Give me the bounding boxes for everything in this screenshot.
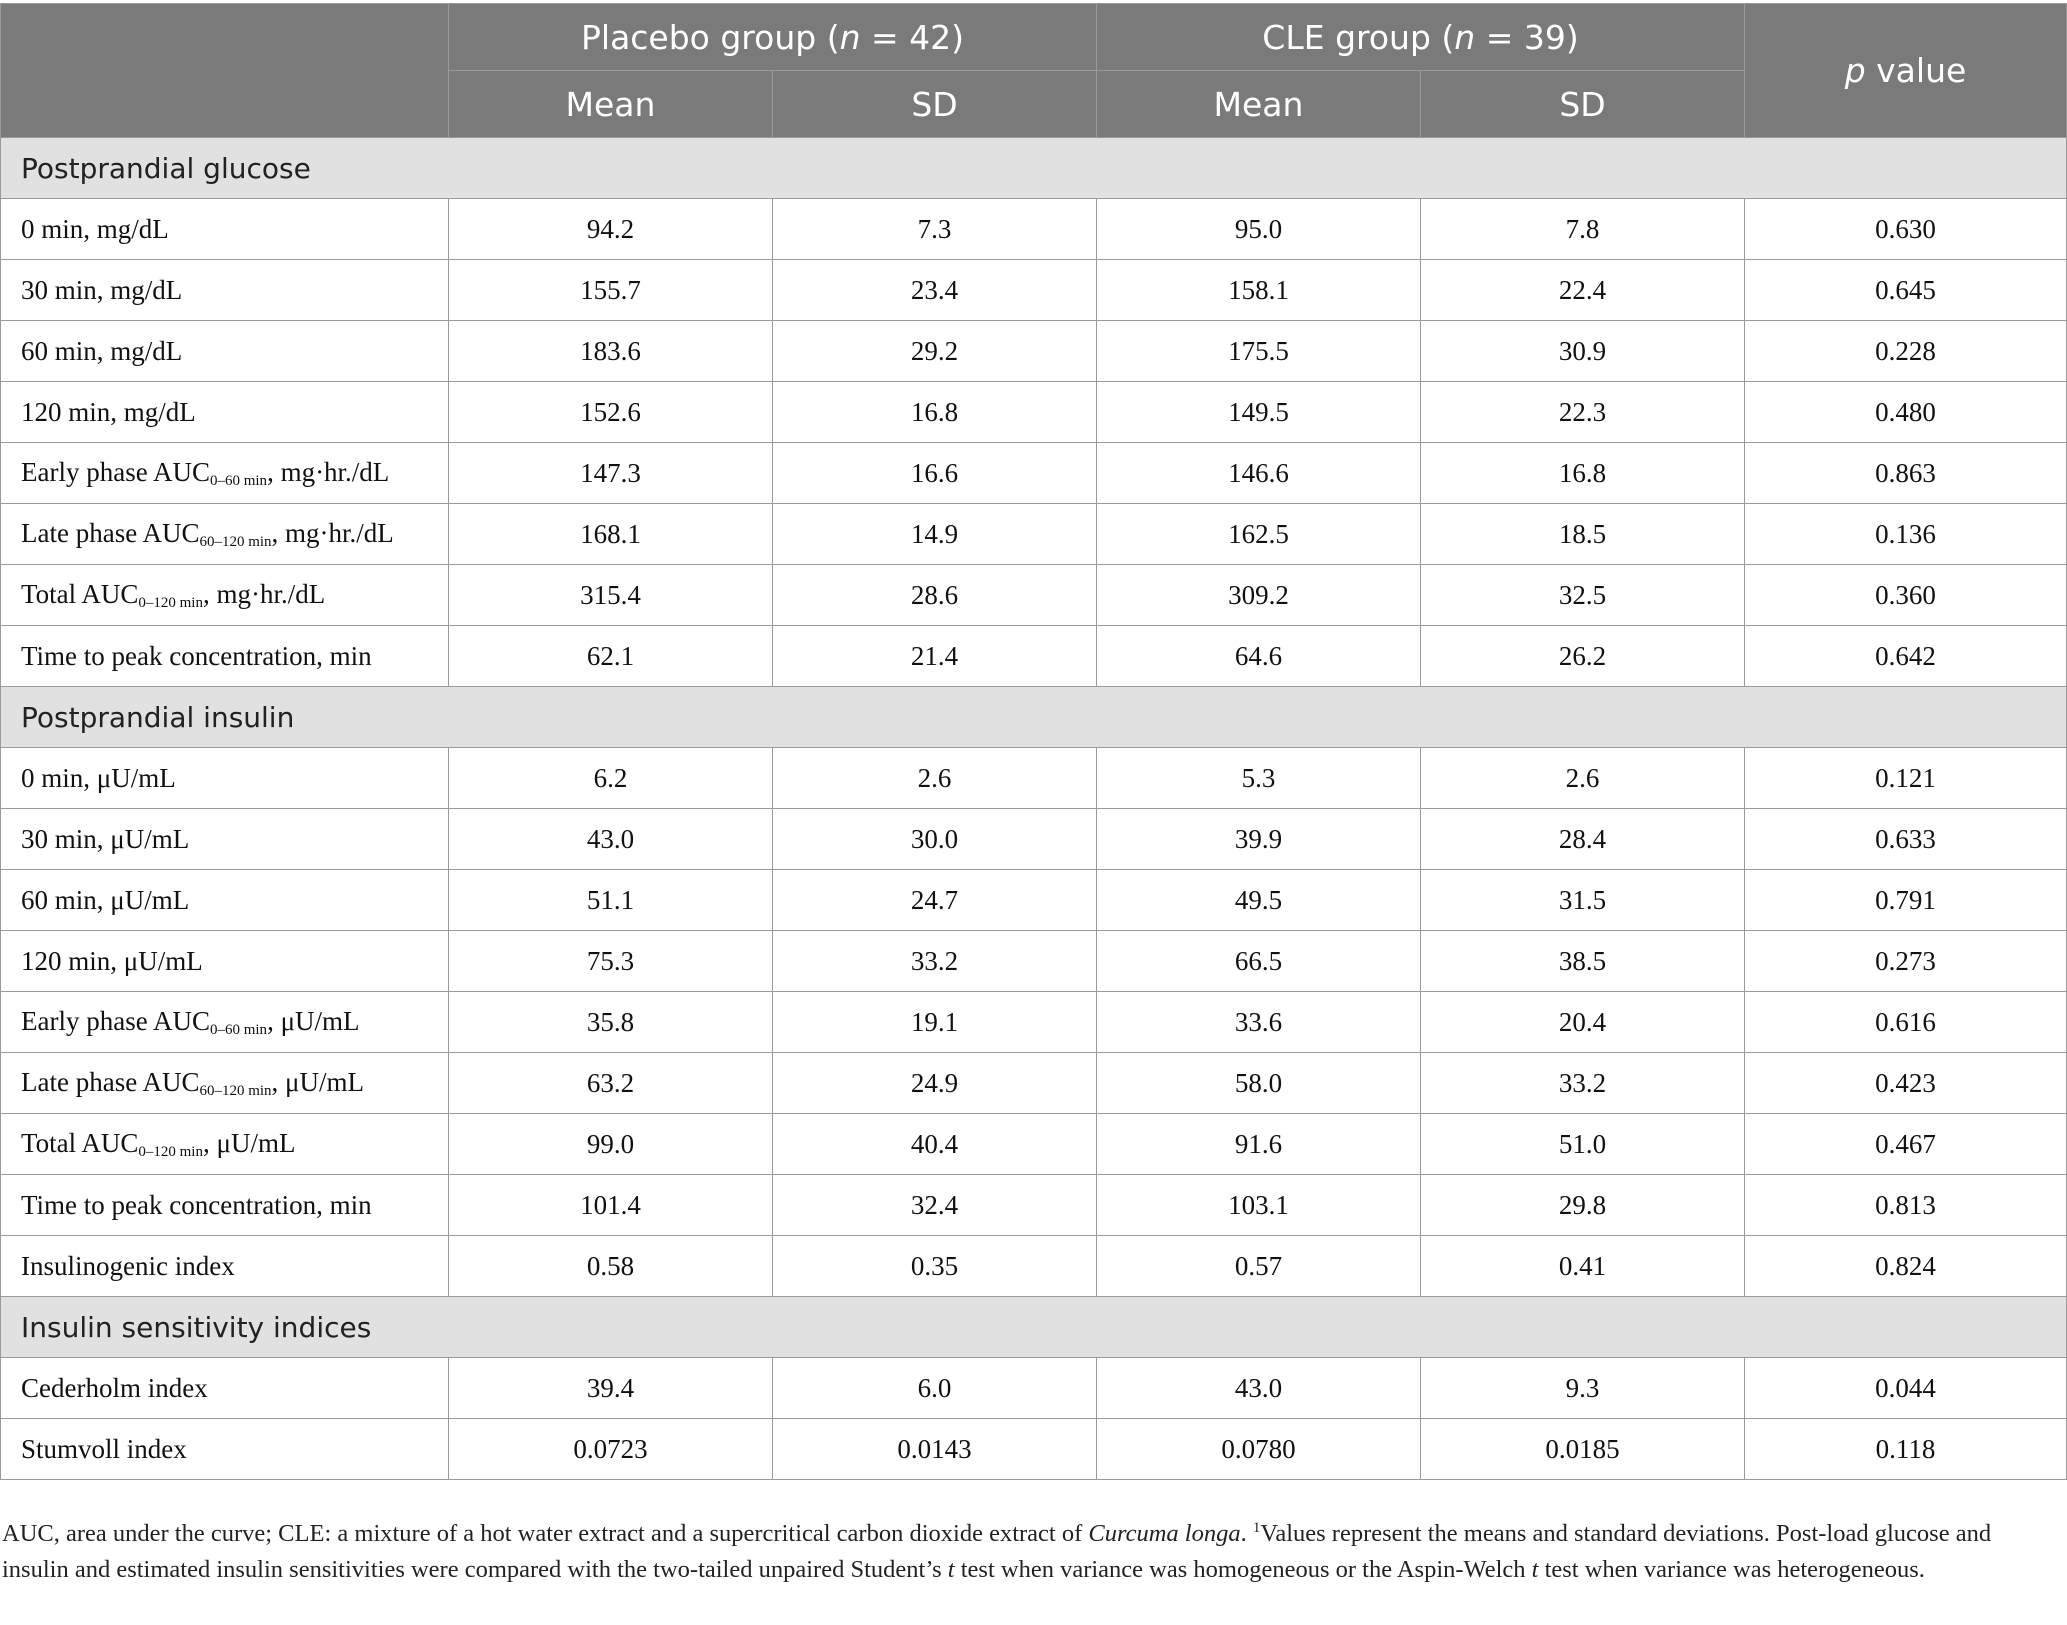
- header-p-value: p value: [1745, 4, 2067, 138]
- cell-p-value: 0.642: [1745, 626, 2067, 687]
- table-row: [1, 199, 2067, 260]
- results-table: [0, 3, 2067, 1480]
- table-row: [1, 1175, 2067, 1236]
- header-cle-sd: SD: [1421, 71, 1745, 138]
- cell-cle-sd: 9.3: [1421, 1358, 1745, 1419]
- table-row: [1, 748, 2067, 809]
- cell-placebo-sd: 24.7: [773, 870, 1097, 931]
- header-placebo-mean: Mean: [449, 71, 773, 138]
- cell-cle-mean: 33.6: [1097, 992, 1421, 1053]
- cell-placebo-sd: 0.0143: [773, 1419, 1097, 1480]
- cell-cle-mean: 149.5: [1097, 382, 1421, 443]
- cell-p-value: 0.645: [1745, 260, 2067, 321]
- cell-placebo-mean: 62.1: [449, 626, 773, 687]
- cell-cle-mean: 95.0: [1097, 199, 1421, 260]
- cell-placebo-sd: 14.9: [773, 504, 1097, 565]
- cell-cle-mean: 39.9: [1097, 809, 1421, 870]
- cell-placebo-sd: 2.6: [773, 748, 1097, 809]
- cell-placebo-sd: 21.4: [773, 626, 1097, 687]
- cell-placebo-mean: 183.6: [449, 321, 773, 382]
- cell-placebo-mean: 99.0: [449, 1114, 773, 1175]
- header-cle-group: CLE group (n = 39): [1097, 4, 1745, 71]
- row-label: Total $AUC_{0-120 min}$, μU/mL: [1, 1114, 449, 1175]
- cell-p-value: 0.824: [1745, 1236, 2067, 1297]
- cell-cle-sd: 0.41: [1421, 1236, 1745, 1297]
- row-label: Cederholm index: [1, 1358, 449, 1419]
- cell-placebo-sd: 40.4: [773, 1114, 1097, 1175]
- row-label: Early phase $AUC_{0-60 min}$, mg·hr./dL: [1, 443, 449, 504]
- row-label: Time to peak concentration, min: [1, 1175, 449, 1236]
- table-row: [1, 1419, 2067, 1480]
- cell-placebo-mean: 6.2: [449, 748, 773, 809]
- row-label: 120 min, mg/dL: [1, 382, 449, 443]
- table-row: [1, 1236, 2067, 1297]
- section-title: Postprandial insulin: [1, 687, 2067, 748]
- section-row: [1, 687, 2067, 748]
- cell-placebo-mean: 51.1: [449, 870, 773, 931]
- cell-cle-sd: 32.5: [1421, 565, 1745, 626]
- cell-p-value: 0.791: [1745, 870, 2067, 931]
- cell-placebo-mean: 168.1: [449, 504, 773, 565]
- row-label: Total $AUC_{0-120 min}$, mg·hr./dL: [1, 565, 449, 626]
- cell-p-value: 0.467: [1745, 1114, 2067, 1175]
- table-row: [1, 1358, 2067, 1419]
- cell-placebo-sd: 6.0: [773, 1358, 1097, 1419]
- cell-placebo-sd: 33.2: [773, 931, 1097, 992]
- header-placebo-sd: SD: [773, 71, 1097, 138]
- table-row: [1, 1114, 2067, 1175]
- cell-placebo-mean: 39.4: [449, 1358, 773, 1419]
- cell-cle-sd: 30.9: [1421, 321, 1745, 382]
- cell-p-value: 0.423: [1745, 1053, 2067, 1114]
- table-row: [1, 870, 2067, 931]
- cell-cle-mean: 5.3: [1097, 748, 1421, 809]
- header-cle-mean: Mean: [1097, 71, 1421, 138]
- cell-placebo-mean: 147.3: [449, 443, 773, 504]
- section-row: [1, 1297, 2067, 1358]
- cell-placebo-mean: 75.3: [449, 931, 773, 992]
- cell-p-value: 0.121: [1745, 748, 2067, 809]
- cell-cle-sd: 28.4: [1421, 809, 1745, 870]
- cell-cle-sd: 31.5: [1421, 870, 1745, 931]
- cell-cle-mean: 175.5: [1097, 321, 1421, 382]
- cell-placebo-sd: 0.35: [773, 1236, 1097, 1297]
- table-row: [1, 931, 2067, 992]
- cell-placebo-sd: 7.3: [773, 199, 1097, 260]
- cell-cle-sd: 2.6: [1421, 748, 1745, 809]
- cell-placebo-sd: 30.0: [773, 809, 1097, 870]
- cell-cle-mean: 43.0: [1097, 1358, 1421, 1419]
- cell-cle-mean: 146.6: [1097, 443, 1421, 504]
- header-placebo-group: Placebo group (n = 42): [449, 4, 1097, 71]
- cell-cle-mean: 162.5: [1097, 504, 1421, 565]
- cell-p-value: 0.630: [1745, 199, 2067, 260]
- cell-cle-mean: 64.6: [1097, 626, 1421, 687]
- cell-p-value: 0.136: [1745, 504, 2067, 565]
- cell-placebo-mean: 101.4: [449, 1175, 773, 1236]
- row-label: Stumvoll index: [1, 1419, 449, 1480]
- row-label: 30 min, mg/dL: [1, 260, 449, 321]
- cell-cle-sd: 22.3: [1421, 382, 1745, 443]
- cell-p-value: 0.633: [1745, 809, 2067, 870]
- cell-cle-sd: 33.2: [1421, 1053, 1745, 1114]
- cell-cle-mean: 103.1: [1097, 1175, 1421, 1236]
- row-label: 60 min, μU/mL: [1, 870, 449, 931]
- cell-placebo-mean: 152.6: [449, 382, 773, 443]
- row-label: Early phase $AUC_{0-60 min}$, μU/mL: [1, 992, 449, 1053]
- cell-cle-mean: 66.5: [1097, 931, 1421, 992]
- cell-placebo-sd: 16.6: [773, 443, 1097, 504]
- row-label: 30 min, μU/mL: [1, 809, 449, 870]
- cell-cle-mean: 49.5: [1097, 870, 1421, 931]
- row-label: 0 min, μU/mL: [1, 748, 449, 809]
- cell-p-value: 0.044: [1745, 1358, 2067, 1419]
- table-row: [1, 260, 2067, 321]
- cell-placebo-sd: 23.4: [773, 260, 1097, 321]
- cell-cle-sd: 22.4: [1421, 260, 1745, 321]
- table-row: [1, 626, 2067, 687]
- cell-p-value: 0.863: [1745, 443, 2067, 504]
- cell-placebo-mean: 155.7: [449, 260, 773, 321]
- row-label: 0 min, mg/dL: [1, 199, 449, 260]
- header-row-groups: [1, 4, 2067, 71]
- cell-placebo-mean: 315.4: [449, 565, 773, 626]
- cell-p-value: 0.813: [1745, 1175, 2067, 1236]
- table-footnote: AUC, area under the curve; CLE: a mixture of a hot water extract and a supercritical carbon dioxide extract of Curcuma longa. $^1$Values represent the means and standard deviations. Post-load glucose and insulin and estimated insulin sensitivities were compared with the two-tailed unpaired Student’s t test when variance was homogeneous or the Aspin-Welch t test when variance was heterogeneous.: [2, 1520, 1992, 1584]
- cell-placebo-mean: 94.2: [449, 199, 773, 260]
- row-label: Late phase $AUC_{60-120 min}$, μU/mL: [1, 1053, 449, 1114]
- cell-placebo-mean: 35.8: [449, 992, 773, 1053]
- cell-cle-sd: 7.8: [1421, 199, 1745, 260]
- table-row: [1, 992, 2067, 1053]
- table-row: [1, 504, 2067, 565]
- row-label: Time to peak concentration, min: [1, 626, 449, 687]
- cell-placebo-sd: 16.8: [773, 382, 1097, 443]
- cell-cle-sd: 26.2: [1421, 626, 1745, 687]
- header-blank-cell: [1, 4, 449, 138]
- section-title: Postprandial glucose: [1, 138, 2067, 199]
- row-label: Insulinogenic index: [1, 1236, 449, 1297]
- cell-cle-sd: 51.0: [1421, 1114, 1745, 1175]
- section-title: Insulin sensitivity indices: [1, 1297, 2067, 1358]
- table-row: [1, 321, 2067, 382]
- cell-placebo-sd: 29.2: [773, 321, 1097, 382]
- cell-cle-sd: 18.5: [1421, 504, 1745, 565]
- table-row: [1, 809, 2067, 870]
- cell-p-value: 0.118: [1745, 1419, 2067, 1480]
- table-body: [1, 138, 2067, 1480]
- row-label: 60 min, mg/dL: [1, 321, 449, 382]
- cell-p-value: 0.480: [1745, 382, 2067, 443]
- section-row: [1, 138, 2067, 199]
- cell-cle-mean: 309.2: [1097, 565, 1421, 626]
- cell-placebo-sd: 32.4: [773, 1175, 1097, 1236]
- cell-cle-sd: 20.4: [1421, 992, 1745, 1053]
- cell-cle-sd: 16.8: [1421, 443, 1745, 504]
- cell-cle-mean: 91.6: [1097, 1114, 1421, 1175]
- cell-cle-sd: 29.8: [1421, 1175, 1745, 1236]
- cell-placebo-mean: 0.58: [449, 1236, 773, 1297]
- table-row: [1, 443, 2067, 504]
- cell-cle-mean: 0.57: [1097, 1236, 1421, 1297]
- cell-cle-sd: 38.5: [1421, 931, 1745, 992]
- cell-placebo-mean: 0.0723: [449, 1419, 773, 1480]
- cell-p-value: 0.616: [1745, 992, 2067, 1053]
- cell-placebo-sd: 19.1: [773, 992, 1097, 1053]
- table-row: [1, 382, 2067, 443]
- table-row: [1, 1053, 2067, 1114]
- cell-cle-sd: 0.0185: [1421, 1419, 1745, 1480]
- cell-placebo-mean: 63.2: [449, 1053, 773, 1114]
- table-row: [1, 565, 2067, 626]
- cell-cle-mean: 158.1: [1097, 260, 1421, 321]
- cell-cle-mean: 0.0780: [1097, 1419, 1421, 1480]
- cell-p-value: 0.228: [1745, 321, 2067, 382]
- row-label: 120 min, μU/mL: [1, 931, 449, 992]
- cell-p-value: 0.360: [1745, 565, 2067, 626]
- cell-p-value: 0.273: [1745, 931, 2067, 992]
- row-label: Late phase $AUC_{60-120 min}$, mg·hr./dL: [1, 504, 449, 565]
- cell-placebo-sd: 24.9: [773, 1053, 1097, 1114]
- cell-cle-mean: 58.0: [1097, 1053, 1421, 1114]
- cell-placebo-mean: 43.0: [449, 809, 773, 870]
- cell-placebo-sd: 28.6: [773, 565, 1097, 626]
